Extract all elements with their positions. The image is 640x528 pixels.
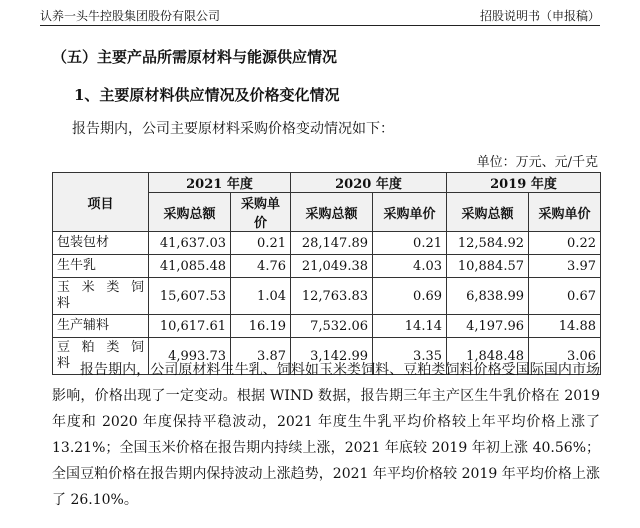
cell-value: 4.76 xyxy=(231,255,291,278)
row-name-line1: 玉米类饲 xyxy=(57,280,144,295)
cell-value: 0.21 xyxy=(231,232,291,255)
cell-value: 6,838.99 xyxy=(447,278,529,315)
table-row xyxy=(53,315,601,338)
cell-value: 14.14 xyxy=(373,315,447,338)
cell-value: 10,884.57 xyxy=(447,255,529,278)
unit-price-header: 采购单价 xyxy=(231,193,291,232)
header-company: 认养一头牛控股集团股份有限公司 xyxy=(40,9,221,23)
cell-value: 21,049.38 xyxy=(291,255,373,278)
row-name: 生产辅料 xyxy=(53,315,149,338)
cell-value: 10,617.61 xyxy=(149,315,231,338)
cell-value: 16.19 xyxy=(231,315,291,338)
table-header-row xyxy=(53,173,601,193)
cell-value: 3.87 xyxy=(231,338,291,375)
cell-value: 12,763.83 xyxy=(291,278,373,315)
table-row xyxy=(53,278,601,315)
cell-value: 4.03 xyxy=(373,255,447,278)
year-header: 2020 年度 xyxy=(291,173,447,193)
cell-value: 7,532.06 xyxy=(291,315,373,338)
row-name: 包装包材 xyxy=(53,232,149,255)
row-name-line1: 豆粕类饲 xyxy=(57,340,144,355)
row-name-line2: 料 xyxy=(57,356,71,371)
cell-value: 4,197.96 xyxy=(447,315,529,338)
cell-value: 41,637.03 xyxy=(149,232,231,255)
unit-price-header: 采购单价 xyxy=(529,193,601,232)
cell-value: 0.67 xyxy=(529,278,601,315)
section-title: （五）主要产品所需原材料与能源供应情况 xyxy=(52,48,338,66)
header-doc-title: 招股说明书（申报稿） xyxy=(479,9,600,23)
cell-value: 41,085.48 xyxy=(149,255,231,278)
year-header: 2021 年度 xyxy=(149,173,291,193)
cell-value: 3.97 xyxy=(529,255,601,278)
item-header: 项目 xyxy=(53,173,149,232)
cell-value: 1,848.48 xyxy=(447,338,529,375)
purchase-price-table xyxy=(52,172,601,375)
cell-value: 0.22 xyxy=(529,232,601,255)
cell-value: 12,584.92 xyxy=(447,232,529,255)
header-divider xyxy=(40,25,600,26)
cell-value: 14.88 xyxy=(529,315,601,338)
table-row xyxy=(53,232,601,255)
cell-value: 0.69 xyxy=(373,278,447,315)
row-name: 生牛乳 xyxy=(53,255,149,278)
row-name-line2: 料 xyxy=(57,296,71,311)
cell-value: 28,147.89 xyxy=(291,232,373,255)
year-header: 2019 年度 xyxy=(447,173,601,193)
total-amount-header: 采购总额 xyxy=(447,193,529,232)
cell-value: 1.04 xyxy=(231,278,291,315)
total-amount-header: 采购总额 xyxy=(149,193,231,232)
cell-value: 4,993.73 xyxy=(149,338,231,375)
body-paragraph: 报告期内，公司原材料生牛乳、饲料如玉米类饲料、豆粕类饲料价格受国际国内市场影响，价格出现了一定变动。根据 WIND 数据，报告期三年主产区生牛乳价格在 2019 年度和 2020 年度保持平稳波动，2021 年度生牛乳平均价格较上年平均价格上涨了 13.21%；全国玉米价格在报告期内持续上涨，2021 年底较 2019 年初上涨 40.56%；全国豆粕价格在报告期内保持波动上涨趋势，2021 年平均价格较 2019 年平均价格上涨了 26.10%。 xyxy=(52,362,600,508)
intro-text: 报告期内，公司主要原材料采购价格变动情况如下： xyxy=(72,121,394,137)
unit-price-header: 采购单价 xyxy=(373,193,447,232)
cell-value: 0.21 xyxy=(373,232,447,255)
cell-value: 3,142.99 xyxy=(291,338,373,375)
total-amount-header: 采购总额 xyxy=(291,193,373,232)
section-subtitle: 1、主要原材料供应情况及价格变化情况 xyxy=(74,86,340,104)
cell-value: 3.35 xyxy=(373,338,447,375)
cell-value: 3.06 xyxy=(529,338,601,375)
unit-label: 单位：万元、元/千克 xyxy=(476,155,598,170)
table-row xyxy=(53,255,601,278)
row-name xyxy=(53,278,149,315)
cell-value: 15,607.53 xyxy=(149,278,231,315)
